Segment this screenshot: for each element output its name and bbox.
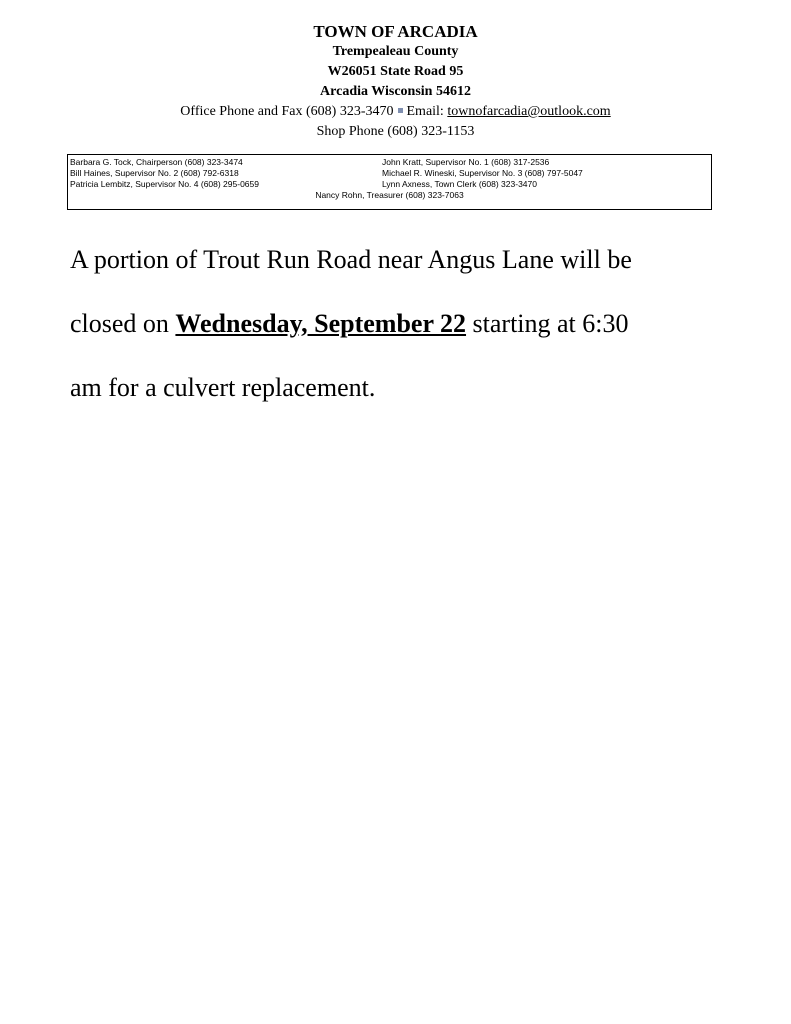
separator-dot-icon bbox=[398, 108, 403, 113]
notice-line-1: A portion of Trout Run Road near Angus Lane will be bbox=[70, 245, 632, 274]
shop-phone: Shop Phone (608) 323-1153 bbox=[316, 124, 475, 139]
officials-row bbox=[68, 179, 711, 190]
office-phone: Office Phone and Fax (608) 323-3470 bbox=[180, 104, 394, 119]
notice-line-3: am for a culvert replacement. bbox=[70, 373, 376, 402]
email-link[interactable]: townofarcadia@outlook.com bbox=[447, 104, 611, 119]
notice-line-2-end: starting at 6:30 bbox=[466, 309, 629, 338]
notice-line-2 bbox=[70, 292, 730, 356]
notice-body bbox=[70, 228, 730, 420]
closure-date: Wednesday, September 22 bbox=[175, 309, 467, 338]
town-name: TOWN OF ARCADIA bbox=[313, 22, 478, 41]
notice-line-2-start: closed on bbox=[70, 309, 176, 338]
official-treasurer: Nancy Rohn, Treasurer (608) 323-7063 bbox=[315, 190, 464, 200]
city-state-zip: Arcadia Wisconsin 54612 bbox=[320, 84, 471, 99]
letterhead bbox=[0, 22, 791, 142]
official-supervisor-3: Michael R. Wineski, Supervisor No. 3 (608) 797-5047 bbox=[382, 168, 583, 178]
officials-box bbox=[67, 154, 712, 210]
officials-row bbox=[68, 168, 711, 179]
official-supervisor-2: Bill Haines, Supervisor No. 2 (608) 792-6318 bbox=[70, 168, 239, 178]
official-supervisor-4: Patricia Lembitz, Supervisor No. 4 (608) 295-0659 bbox=[70, 179, 259, 189]
email-label: Email: bbox=[406, 104, 444, 119]
contact-line bbox=[0, 102, 791, 122]
official-supervisor-1: John Kratt, Supervisor No. 1 (608) 317-2536 bbox=[382, 157, 550, 167]
official-town-clerk: Lynn Axness, Town Clerk (608) 323-3470 bbox=[382, 179, 537, 189]
county-name: Trempealeau County bbox=[332, 44, 459, 59]
official-chairperson: Barbara G. Tock, Chairperson (608) 323-3474 bbox=[70, 157, 243, 167]
officials-row bbox=[68, 157, 711, 168]
street-address: W26051 State Road 95 bbox=[327, 64, 464, 79]
